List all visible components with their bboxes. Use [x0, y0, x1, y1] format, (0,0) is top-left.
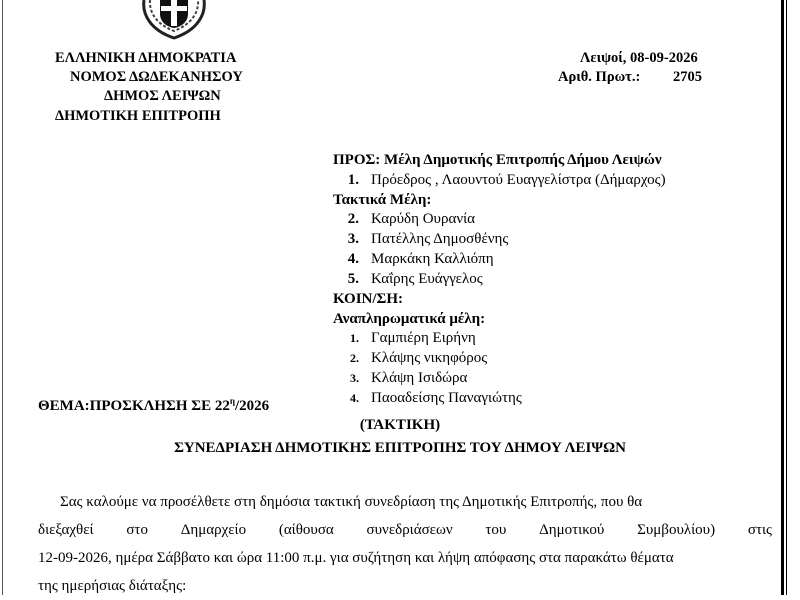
header-prefecture: ΝΟΜΟΣ ΔΩΔΕΚΑΝΗΣΟΥ [70, 69, 243, 85]
list-number: 3. [347, 231, 359, 247]
list-item [333, 350, 487, 367]
member-name: Πρόεδρος , Λαουντού Ευαγγελίστρα (Δήμαρχος) [371, 172, 666, 188]
body-word: Δημαρχείο [180, 522, 247, 538]
list-number: 4. [347, 251, 359, 267]
list-item [333, 390, 522, 407]
meeting-title: ΣΥΝΕΔΡΙΑΣΗ ΔΗΜΟΤΙΚΗΣ ΕΠΙΤΡΟΠΗΣ ΤΟΥ ΔΗΜΟΥ ΛΕΙΨΩΝ [174, 440, 626, 456]
cc-label: ΚΟΙΝ/ΣΗ: [333, 291, 403, 307]
member-name: Κλάψη Ισιδώρα [371, 370, 468, 386]
member-name: Καρύδη Ουρανία [371, 211, 475, 227]
body-line-4: της ημερήσιας διάταξης: [38, 578, 187, 594]
body-word: στις [747, 522, 772, 538]
member-name: Καΐρης Ευάγγελος [371, 271, 483, 287]
body-word: στο [126, 522, 148, 538]
list-item [333, 172, 666, 189]
list-item [333, 231, 508, 248]
subject-superscript: η [229, 396, 235, 406]
greek-coat-of-arms-icon [140, 0, 208, 40]
body-line-2 [38, 516, 772, 544]
list-number: 2. [350, 351, 359, 365]
body-line-3: 12-09-2026, ημέρα Σάββατο και ώρα 11:00 π.μ. για συζήτηση και λήψη απόφασης στα παρακάτω θέματα [38, 550, 674, 566]
meeting-type: (ΤΑΚΤΙΚΗ) [359, 417, 441, 433]
list-number: 3. [350, 371, 359, 385]
alternate-members-label: Αναπληρωματικά μέλη: [333, 311, 486, 327]
list-item [333, 271, 483, 288]
page-border-right [781, 0, 784, 595]
body-word: (αίθουσα [278, 522, 334, 538]
body-word: του [485, 522, 507, 538]
member-name: Γαμπιέρη Ειρήνη [371, 330, 476, 346]
member-name: Μαρκάκη Καλλιόπη [371, 251, 494, 267]
member-name: Πατέλλης Δημοσθένης [371, 231, 509, 247]
regular-members-label: Τακτικά Μέλη: [333, 192, 432, 208]
body-word: Δημοτικού [539, 522, 605, 538]
list-item [333, 251, 494, 268]
page-border-right-inner [786, 0, 787, 595]
list-number: 1. [350, 331, 359, 345]
subject-prefix: ΘΕΜΑ:ΠΡΟΣΚΛΗΣΗ ΣΕ 22 [38, 398, 230, 414]
list-item [333, 330, 476, 347]
place-date: Λειψοί, 08-09-2026 [580, 50, 698, 66]
recipients-to: ΠΡΟΣ: Μέλη Δημοτικής Επιτροπής Δήμου Λειψών [333, 152, 662, 168]
list-number: 1. [347, 172, 359, 188]
subject-label [38, 396, 269, 415]
body-word: Συμβουλίου) [637, 522, 716, 538]
header-municipality: ΔΗΜΟΣ ΛΕΙΨΩΝ [104, 88, 221, 104]
member-name: Παοαδείσης Παναγιώτης [371, 390, 522, 406]
body-word: διεξαχθεί [38, 522, 94, 538]
protocol-number: 2705 [673, 69, 702, 85]
protocol-label: Αριθ. Πρωτ.: [558, 69, 641, 85]
page-border-left [2, 0, 3, 595]
header-country: ΕΛΛΗΝΙΚΗ ΔΗΜΟΚΡΑΤΙΑ [55, 50, 237, 66]
list-number: 4. [350, 391, 359, 405]
body-word: συνεδριάσεων [366, 522, 453, 538]
list-item [333, 211, 475, 228]
body-line-1: Σας καλούμε να προσέλθετε στη δημόσια τακτική συνεδρίαση της Δημοτικής Επιτροπής, που θα [60, 494, 643, 510]
list-item [333, 370, 467, 387]
member-name: Κλάψης νικηφόρος [371, 350, 488, 366]
subject-suffix: /2026 [234, 398, 270, 414]
list-number: 5. [347, 271, 359, 287]
header-committee: ΔΗΜΟΤΙΚΗ ΕΠΙΤΡΟΠΗ [55, 108, 221, 124]
list-number: 2. [347, 211, 359, 227]
